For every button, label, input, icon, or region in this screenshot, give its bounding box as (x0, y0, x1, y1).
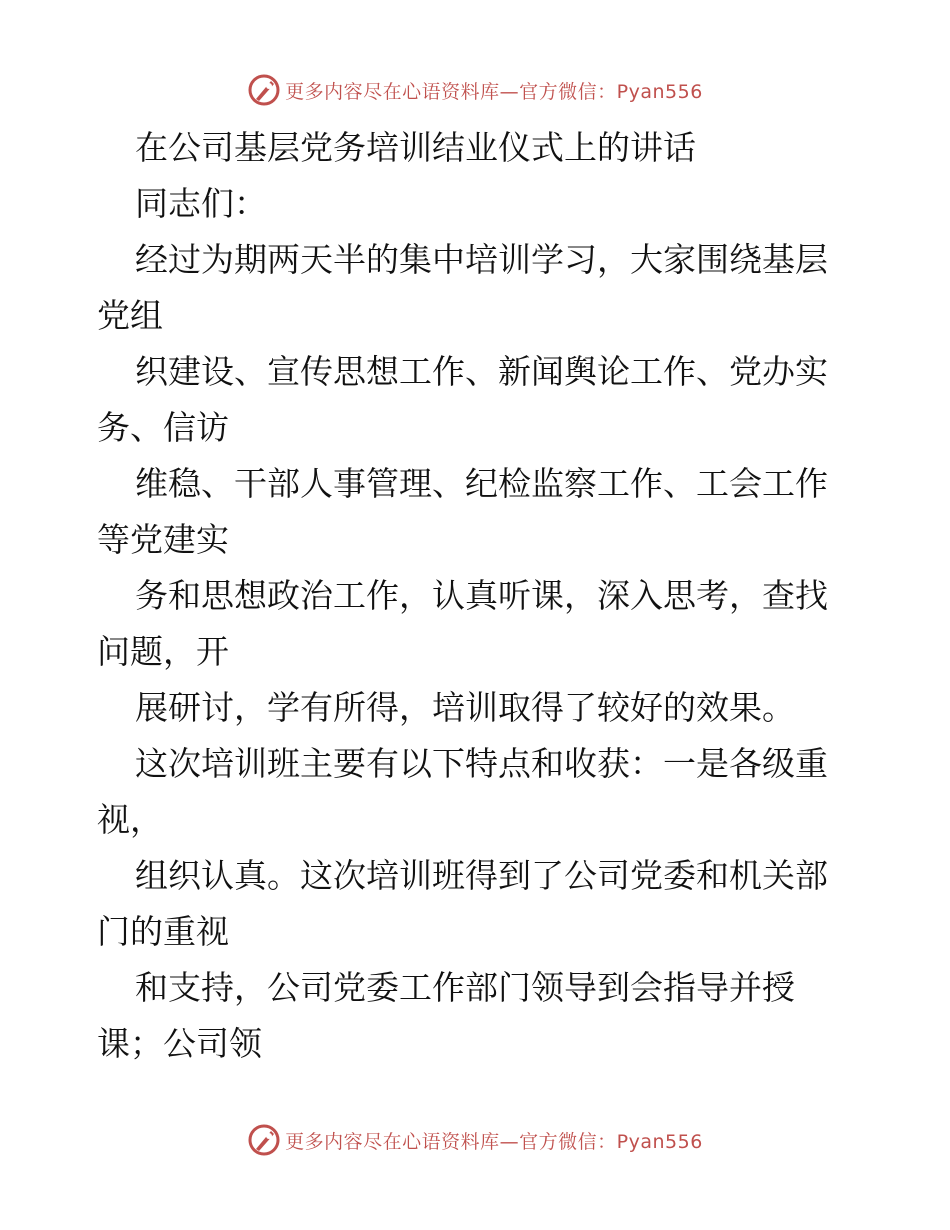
text-line: 等党建实 (97, 520, 229, 559)
text-line: 这次培训班主要有以下特点和收获：一是各级重 (135, 744, 828, 783)
quill-pen-logo-icon (247, 73, 281, 107)
text-line: 展研讨，学有所得，培训取得了较好的效果。 (135, 688, 795, 727)
text-line: 门的重视 (97, 912, 229, 951)
text-line: 问题，开 (97, 632, 229, 671)
text-line: 党组 (97, 296, 163, 335)
text-line: 经过为期两天半的集中培训学习，大家围绕基层 (135, 240, 828, 279)
text-line: 同志们： (135, 184, 267, 223)
text-line: 维稳、干部人事管理、纪检监察工作、工会工作 (135, 464, 828, 503)
header-banner (0, 68, 950, 112)
quill-pen-logo-icon (247, 1123, 281, 1157)
header-banner-text: 更多内容尽在心语资料库—官方微信：Pyan556 (285, 80, 703, 103)
document-body (97, 120, 857, 1072)
text-line: 织建设、宣传思想工作、新闻舆论工作、党办实 (135, 352, 828, 391)
text-line: 务和思想政治工作，认真听课，深入思考，查找 (135, 576, 828, 615)
text-line: 课；公司领 (97, 1024, 262, 1063)
text-line: 视， (97, 800, 163, 839)
text-line: 和支持，公司党委工作部门领导到会指导并授 (135, 968, 795, 1007)
text-line: 组织认真。这次培训班得到了公司党委和机关部 (135, 856, 828, 895)
footer-banner-text: 更多内容尽在心语资料库—官方微信：Pyan556 (285, 1130, 703, 1153)
footer-banner (0, 1118, 950, 1162)
document-title: 在公司基层党务培训结业仪式上的讲话 (135, 128, 696, 167)
text-line: 务、信访 (97, 408, 229, 447)
